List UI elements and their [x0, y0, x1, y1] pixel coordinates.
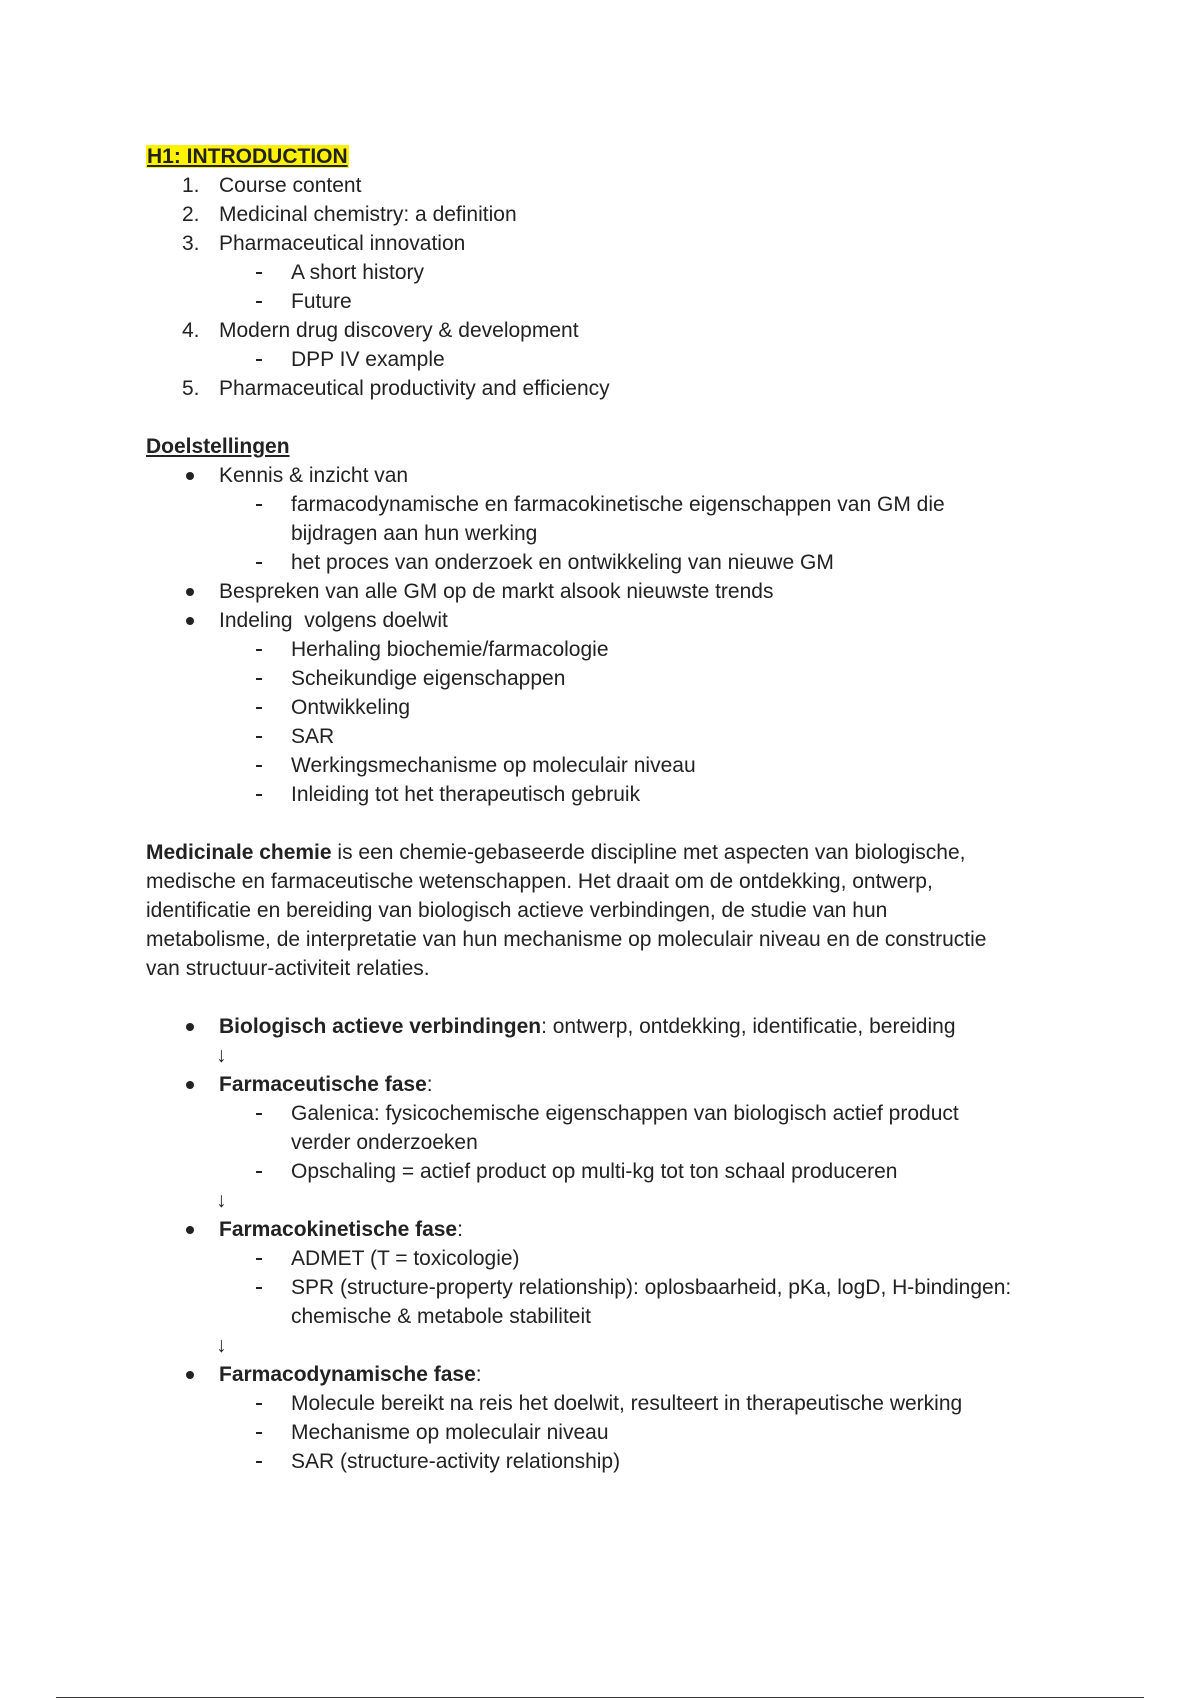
sub-list-item	[146, 1418, 1066, 1447]
definition-text: is een chemie-gebaseerde discipline met aspecten van biologische,	[331, 841, 966, 864]
sub-list-item-text: A short history	[291, 261, 425, 284]
bullet-marker	[186, 1226, 194, 1234]
down-arrow-line	[146, 1331, 1066, 1360]
bullet-item	[146, 606, 1066, 635]
sub-list-item-text: Future	[291, 290, 352, 313]
list-item-text: Modern drug discovery & development	[219, 319, 579, 342]
sub-list-item-continuation	[146, 1128, 1066, 1157]
sub-list-item-text: Galenica: fysicochemische eigenschappen van biologisch actief product	[291, 1102, 959, 1125]
sub-list-item	[146, 1273, 1066, 1302]
phase-text: :	[457, 1218, 463, 1241]
dash-marker	[256, 649, 262, 651]
sub-list-item	[146, 751, 1066, 780]
sub-list-item	[146, 1157, 1066, 1186]
definition-line	[146, 954, 1066, 983]
sub-list-item	[146, 258, 1066, 287]
phase-text: : ontwerp, ontdekking, identificatie, bereiding	[541, 1015, 956, 1038]
bullet-marker	[186, 1081, 194, 1089]
dash-marker	[256, 678, 262, 680]
bullet-item	[146, 577, 1066, 606]
down-arrow-icon: ↓	[216, 1044, 227, 1067]
sub-list-item-continuation	[146, 1302, 1066, 1331]
sub-list-item-text: ADMET (T = toxicologie)	[291, 1247, 520, 1270]
definition-line	[146, 838, 1066, 867]
sub-list-item-text: Inleiding tot het therapeutisch gebruik	[291, 783, 641, 806]
sub-list-item-text: Molecule bereikt na reis het doelwit, resulteert in therapeutische werking	[291, 1392, 963, 1415]
dash-marker	[256, 562, 262, 564]
list-item	[146, 374, 1066, 403]
document-page	[146, 142, 1066, 1476]
list-number: 2.	[182, 203, 200, 226]
dash-marker	[256, 1258, 262, 1260]
bullet-marker	[186, 1371, 194, 1379]
spacer	[146, 983, 1066, 1012]
page-bottom-divider	[56, 1697, 1144, 1698]
bullet-item-text: Kennis & inzicht van	[219, 464, 409, 487]
bullet-item-text: Indeling volgens doelwit	[219, 609, 448, 632]
doelstellingen-heading-line	[146, 432, 1066, 461]
dash-marker	[256, 1113, 262, 1115]
list-number: 5.	[182, 377, 200, 400]
dash-marker	[256, 736, 262, 738]
section-heading-doelstellingen: Doelstellingen	[146, 435, 290, 458]
list-item-text: Medicinal chemistry: a definition	[219, 203, 517, 226]
dash-marker	[256, 707, 262, 709]
section-heading-h1: H1: INTRODUCTION	[147, 145, 348, 168]
list-item	[146, 200, 1066, 229]
sub-list-item	[146, 693, 1066, 722]
sub-list-item-text: Ontwikkeling	[291, 696, 411, 719]
sub-list-item	[146, 780, 1066, 809]
phase-item	[146, 1215, 1066, 1244]
sub-list-item	[146, 548, 1066, 577]
phase-item	[146, 1070, 1066, 1099]
down-arrow-line	[146, 1186, 1066, 1215]
list-number: 4.	[182, 319, 200, 342]
dash-marker	[256, 301, 262, 303]
sub-list-item-text: chemische & metabole stabiliteit	[291, 1305, 591, 1328]
phase-item	[146, 1012, 1066, 1041]
definition-line	[146, 867, 1066, 896]
sub-list-item-text: Werkingsmechanisme op moleculair niveau	[291, 754, 696, 777]
bullet-item	[146, 461, 1066, 490]
bullet-item-text: Bespreken van alle GM op de markt alsook nieuwste trends	[219, 580, 774, 603]
sub-list-item	[146, 1447, 1066, 1476]
list-number: 3.	[182, 232, 200, 255]
list-item	[146, 316, 1066, 345]
definition-text: metabolisme, de interpretatie van hun mechanisme op moleculair niveau en de constructie	[146, 928, 987, 951]
sub-list-item	[146, 1099, 1066, 1128]
down-arrow-line	[146, 1041, 1066, 1070]
sub-list-item-text: Scheikundige eigenschappen	[291, 667, 566, 690]
dash-marker	[256, 1461, 262, 1463]
bullet-marker	[186, 617, 194, 625]
list-item-text: Course content	[219, 174, 362, 197]
list-item-text: Pharmaceutical productivity and efficiency	[219, 377, 610, 400]
sub-list-item-text: Herhaling biochemie/farmacologie	[291, 638, 609, 661]
phase-text: :	[475, 1363, 482, 1386]
sub-list-item	[146, 722, 1066, 751]
dash-marker	[256, 359, 262, 361]
list-item	[146, 171, 1066, 200]
definition-line	[146, 925, 1066, 954]
definition-line	[146, 896, 1066, 925]
dash-marker	[256, 1432, 262, 1434]
bullet-marker	[186, 472, 194, 480]
spacer	[146, 403, 1066, 432]
definition-term: Medicinale chemie	[146, 841, 332, 864]
sub-list-item-text: DPP IV example	[291, 348, 445, 371]
sub-list-item-text: SPR (structure-property relationship): oplosbaarheid, pKa, logD, H-bindingen:	[291, 1276, 1012, 1299]
down-arrow-icon: ↓	[216, 1334, 227, 1357]
sub-list-item	[146, 287, 1066, 316]
dash-marker	[256, 1403, 262, 1405]
sub-list-item-text: het proces van onderzoek en ontwikkeling van nieuwe GM	[291, 551, 834, 574]
sub-list-item-text: Mechanisme op moleculair niveau	[291, 1421, 609, 1444]
sub-list-item-text: verder onderzoeken	[291, 1131, 478, 1154]
dash-marker	[256, 1171, 262, 1173]
sub-list-item-text: farmacodynamische en farmacokinetische eigenschappen van GM die	[291, 493, 945, 516]
definition-text: van structuur-activiteit relaties.	[146, 957, 430, 980]
sub-list-item-text: SAR (structure-activity relationship)	[291, 1450, 621, 1473]
h1-heading-line	[146, 142, 1066, 171]
sub-list-item-text: Opschaling = actief product op multi-kg tot ton schaal produceren	[291, 1160, 898, 1183]
spacer	[146, 809, 1066, 838]
dash-marker	[256, 272, 262, 274]
dash-marker	[256, 794, 262, 796]
bullet-marker	[186, 588, 194, 596]
sub-list-item-text: bijdragen aan hun werking	[291, 522, 538, 545]
down-arrow-icon: ↓	[216, 1189, 227, 1212]
list-item-text: Pharmaceutical innovation	[219, 232, 466, 255]
sub-list-item	[146, 1389, 1066, 1418]
bullet-marker	[186, 1023, 194, 1031]
sub-list-item	[146, 635, 1066, 664]
sub-list-item	[146, 1244, 1066, 1273]
phase-title: Farmacodynamische fase	[219, 1363, 476, 1386]
definition-text: identificatie en bereiding van biologisch actieve verbindingen, de studie van hun	[146, 899, 888, 922]
dash-marker	[256, 1287, 262, 1289]
sub-list-item	[146, 664, 1066, 693]
phase-title: Farmacokinetische fase	[219, 1218, 458, 1241]
phase-item	[146, 1360, 1066, 1389]
sub-list-item	[146, 345, 1066, 374]
dash-marker	[256, 504, 262, 506]
sub-list-item-continuation	[146, 519, 1066, 548]
list-item	[146, 229, 1066, 258]
phase-title: Farmaceutische fase	[219, 1073, 427, 1096]
phase-text: :	[426, 1073, 433, 1096]
phase-title: Biologisch actieve verbindingen	[219, 1015, 542, 1038]
sub-list-item	[146, 490, 1066, 519]
definition-text: medische en farmaceutische wetenschappen. Het draait om de ontdekking, ontwerp,	[146, 870, 933, 893]
sub-list-item-text: SAR	[291, 725, 335, 748]
dash-marker	[256, 765, 262, 767]
list-number: 1.	[182, 174, 200, 197]
